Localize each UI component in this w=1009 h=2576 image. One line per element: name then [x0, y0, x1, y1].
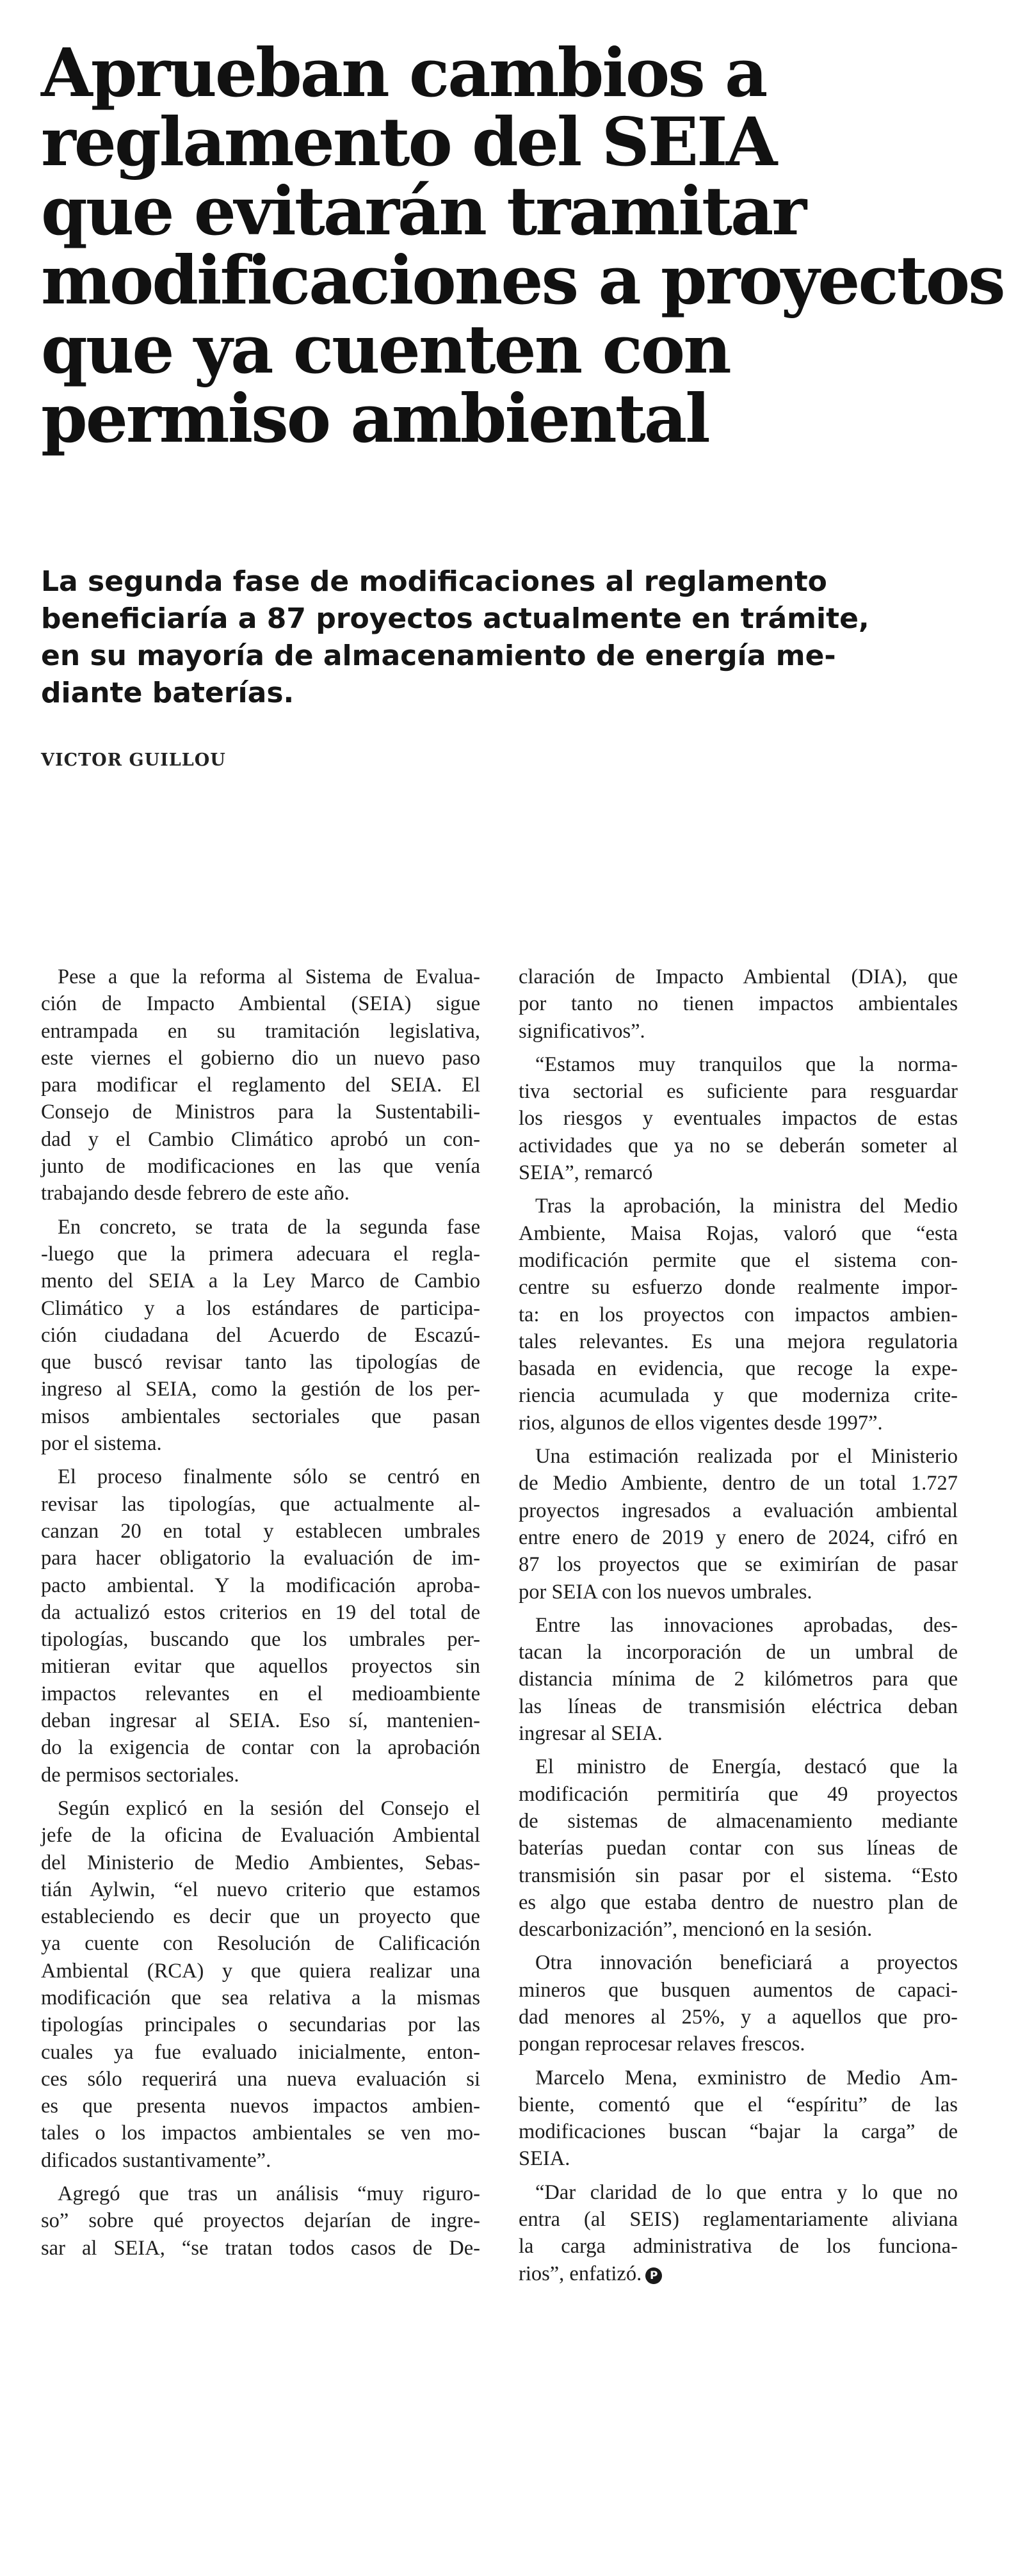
- body-line: modificación permite que el sistema con-: [519, 1248, 958, 1272]
- body-line: que buscó revisar tanto las tipologías de: [41, 1351, 480, 1374]
- body-line: SEIA”, remarcó: [519, 1161, 653, 1185]
- body-line: entre enero de 2019 y enero de 2024, cifró en: [519, 1525, 958, 1549]
- deck-line: beneficiaría a 87 proyectos actualmente en trámite,: [41, 602, 869, 635]
- body-line: entra (al SEIS) reglamentariamente aliviana: [519, 2208, 958, 2232]
- body-line: es algo que estaba dentro de nuestro plan de: [519, 1890, 958, 1914]
- body-line: biente, comentó que el “espíritu” de las: [519, 2093, 958, 2116]
- body-line: para hacer obligatorio la evaluación de im-: [41, 1547, 480, 1570]
- body-line: Pese a que la reforma al Sistema de Evalua-: [58, 965, 480, 988]
- body-paragraph: [519, 1051, 958, 1186]
- body-line: por el sistema.: [41, 1432, 162, 1456]
- body-line: dad menores al 25%, y a aquellos que pro-: [519, 2005, 958, 2029]
- body-line: Otra innovación beneficiará a proyectos: [535, 1951, 958, 1975]
- body-line: ces sólo requerirá una nueva evaluación si: [41, 2067, 480, 2091]
- body-line: transmisión sin pasar por el sistema. “Esto: [519, 1864, 958, 1887]
- body-paragraph: [519, 2179, 958, 2287]
- body-line: tiva sectorial es suficiente para resguardar: [519, 1080, 958, 1104]
- body-line: dificados sustantivamente”.: [41, 2148, 271, 2172]
- body-paragraph: [41, 2180, 480, 2262]
- body-line: revisar las tipologías, que actualmente al-: [41, 1492, 480, 1516]
- body-line: tián Aylwin, “el nuevo criterio que estamos: [41, 1878, 480, 1901]
- body-column-right: [519, 963, 958, 2294]
- body-line: proyectos ingresados a evaluación ambiental: [519, 1499, 958, 1522]
- body-line: -luego que la primera adecuara el regla-: [41, 1242, 480, 1266]
- body-line: rios, algunos de ellos vigentes desde 1997”.: [519, 1411, 883, 1435]
- body-paragraph: [519, 1612, 958, 1747]
- deck-line: en su mayoría de almacenamiento de energía me-: [41, 640, 836, 672]
- body-line: ción de Impacto Ambiental (SEIA) sigue: [41, 992, 480, 1016]
- body-line: tales relevantes. Es una mejora regulatoria: [519, 1330, 958, 1353]
- body-paragraph: [41, 1214, 480, 1458]
- body-paragraph: [41, 963, 480, 1207]
- body-line: canzan 20 en total y establecen umbrales: [41, 1519, 480, 1543]
- body-column-left: [41, 963, 480, 2268]
- body-line: Una estimación realizada por el Ministerio: [535, 1445, 958, 1469]
- body-line: riencia acumulada y que moderniza crite-: [519, 1384, 958, 1408]
- body-paragraph: [519, 1949, 958, 2057]
- body-line: descarbonización”, mencionó en la sesión.: [519, 1918, 873, 1942]
- body-paragraph: [519, 1193, 958, 1437]
- body-line: mento del SEIA a la Ley Marco de Cambio: [41, 1269, 480, 1293]
- body-line: Ambiente, Maisa Rojas, valoró que “esta: [519, 1221, 958, 1245]
- headline-line: reglamento del SEIA: [41, 102, 776, 181]
- body-line: claración de Impacto Ambiental (DIA), que: [519, 965, 958, 988]
- body-line: mineros que busquen aumentos de capaci-: [519, 1978, 958, 2002]
- deck-subtitle: [41, 563, 873, 712]
- end-of-article-icon: P: [645, 2267, 662, 2284]
- body-line: so” sobre qué proyectos dejarían de ingre-: [41, 2209, 480, 2233]
- body-line: la carga administrativa de los funciona-: [519, 2235, 958, 2258]
- body-line: las líneas de transmisión eléctrica deban: [519, 1695, 958, 1718]
- body-line: dad y el Cambio Climático aprobó un con-: [41, 1127, 480, 1151]
- body-line: por SEIA con los nuevos umbrales.: [519, 1580, 812, 1604]
- body-line: pacto ambiental. Y la modificación aproba-: [41, 1574, 480, 1597]
- headline-line: Aprueban cambios a: [41, 33, 766, 112]
- body-line: misos ambientales sectoriales que pasan: [41, 1405, 480, 1428]
- body-line: ta: en los proyectos con impactos ambien-: [519, 1303, 958, 1326]
- body-line: baterías puedan contar con sus líneas de: [519, 1837, 958, 1860]
- body-line: Marcelo Mena, exministro de Medio Am-: [535, 2066, 958, 2089]
- body-line: significativos”.: [519, 1019, 645, 1043]
- body-line: es que presenta nuevos impactos ambien-: [41, 2095, 480, 2118]
- body-line: deban ingresar al SEIA. Eso sí, mantenien-: [41, 1709, 480, 1733]
- body-line: Según explicó en la sesión del Consejo el: [58, 1796, 480, 1820]
- body-line: del Ministerio de Medio Ambientes, Sebas-: [41, 1851, 480, 1874]
- headline-line: que evitarán tramitar: [41, 172, 805, 250]
- body-line: mitieran evitar que aquellos proyectos sin: [41, 1655, 480, 1678]
- body-line: impactos relevantes en el medioambiente: [41, 1682, 480, 1705]
- body-line: por tanto no tienen impactos ambientales: [519, 992, 958, 1016]
- body-line: tipologías, buscando que los umbrales per-: [41, 1628, 480, 1652]
- body-line: basada en evidencia, que recoge la expe-: [519, 1357, 958, 1381]
- body-line: pongan reprocesar relaves frescos.: [519, 2033, 805, 2056]
- body-line: do la exigencia de contar con la aprobación: [41, 1736, 480, 1760]
- body-line: los riesgos y eventuales impactos de estas: [519, 1107, 958, 1131]
- body-line: junto de modificaciones en las que venía: [41, 1155, 480, 1179]
- body-line: rios”, enfatizó.: [519, 2262, 642, 2285]
- body-paragraph: [41, 1795, 480, 2174]
- body-line: ya cuente con Resolución de Calificación: [41, 1932, 480, 1956]
- body-line: para modificar el reglamento del SEIA. El: [41, 1074, 480, 1097]
- body-line: este viernes el gobierno dio un nuevo paso: [41, 1046, 480, 1070]
- headline: [41, 33, 1004, 458]
- body-line: “Dar claridad de lo que entra y lo que no: [535, 2180, 958, 2204]
- deck-line: La segunda fase de modificaciones al reglamento: [41, 565, 827, 598]
- body-line: En concreto, se trata de la segunda fase: [58, 1215, 480, 1239]
- body-line: entrampada en su tramitación legislativa,: [41, 1019, 480, 1043]
- body-paragraph: [519, 2065, 958, 2173]
- deck-line: diante baterías.: [41, 677, 295, 709]
- body-line: modificaciones buscan “bajar la carga” de: [519, 2120, 958, 2144]
- body-line: Climático y a los estándares de participa-: [41, 1296, 480, 1320]
- body-line: Agregó que tras un análisis “muy riguro-: [58, 2182, 480, 2206]
- headline-line: que ya cuenten con: [41, 310, 730, 389]
- body-line: tacan la incorporación de un umbral de: [519, 1641, 958, 1664]
- body-line: ingresar al SEIA.: [519, 1722, 663, 1746]
- body-line: distancia mínima de 2 kilómetros para que: [519, 1668, 958, 1691]
- body-line: Ambiental (RCA) y que quiera realizar una: [41, 1959, 480, 1983]
- body-line: centre su esfuerzo donde realmente impor-: [519, 1276, 958, 1300]
- body-line: de permisos sectoriales.: [41, 1763, 239, 1787]
- body-line: SEIA.: [519, 2147, 570, 2171]
- byline: VICTOR GUILLOU: [41, 750, 226, 770]
- body-line: tales o los impactos ambientales se ven mo-: [41, 2121, 480, 2145]
- body-line: Consejo de Ministros para la Sustentabili-: [41, 1100, 480, 1124]
- body-line: Entre las innovaciones aprobadas, des-: [535, 1613, 958, 1637]
- body-line: de sistemas de almacenamiento mediante: [519, 1809, 958, 1833]
- body-line: “Estamos muy tranquilos que la norma-: [535, 1052, 958, 1076]
- body-line: ingreso al SEIA, como la gestión de los per-: [41, 1378, 480, 1401]
- body-line: modificación que sea relativa a la mismas: [41, 1986, 480, 2009]
- body-line: El ministro de Energía, destacó que la: [535, 1755, 958, 1779]
- body-line: da actualizó estos criterios en 19 del total de: [41, 1600, 480, 1624]
- body-line: actividades que ya no se deberán someter al: [519, 1134, 958, 1157]
- body-line: jefe de la oficina de Evaluación Ambiental: [41, 1824, 480, 1847]
- body-line: tipologías principales o secundarias por las: [41, 2013, 480, 2037]
- body-paragraph: [519, 963, 958, 1045]
- body-paragraph: [519, 1753, 958, 1943]
- headline-line: modificaciones a proyectos: [41, 241, 1004, 319]
- body-line: modificación permitiría que 49 proyectos: [519, 1782, 958, 1806]
- body-line: de Medio Ambiente, dentro de un total 1.727: [519, 1472, 958, 1495]
- body-paragraph: [41, 1463, 480, 1789]
- body-line: cuales ya fue evaluado inicialmente, enton-: [41, 2040, 480, 2064]
- body-line: Tras la aprobación, la ministra del Medio: [535, 1195, 958, 1218]
- body-line: El proceso finalmente sólo se centró en: [58, 1465, 480, 1489]
- headline-line: permiso ambiental: [41, 379, 709, 458]
- body-line: 87 los proyectos que se eximirían de pasar: [519, 1553, 958, 1577]
- body-line: sar al SEIA, “se tratan todos casos de De-: [41, 2236, 480, 2260]
- body-paragraph: [519, 1443, 958, 1606]
- body-line: ción ciudadana del Acuerdo de Escazú-: [41, 1323, 480, 1347]
- body-line: trabajando desde febrero de este año.: [41, 1182, 350, 1205]
- body-line: estableciendo es decir que un proyecto que: [41, 1905, 480, 1929]
